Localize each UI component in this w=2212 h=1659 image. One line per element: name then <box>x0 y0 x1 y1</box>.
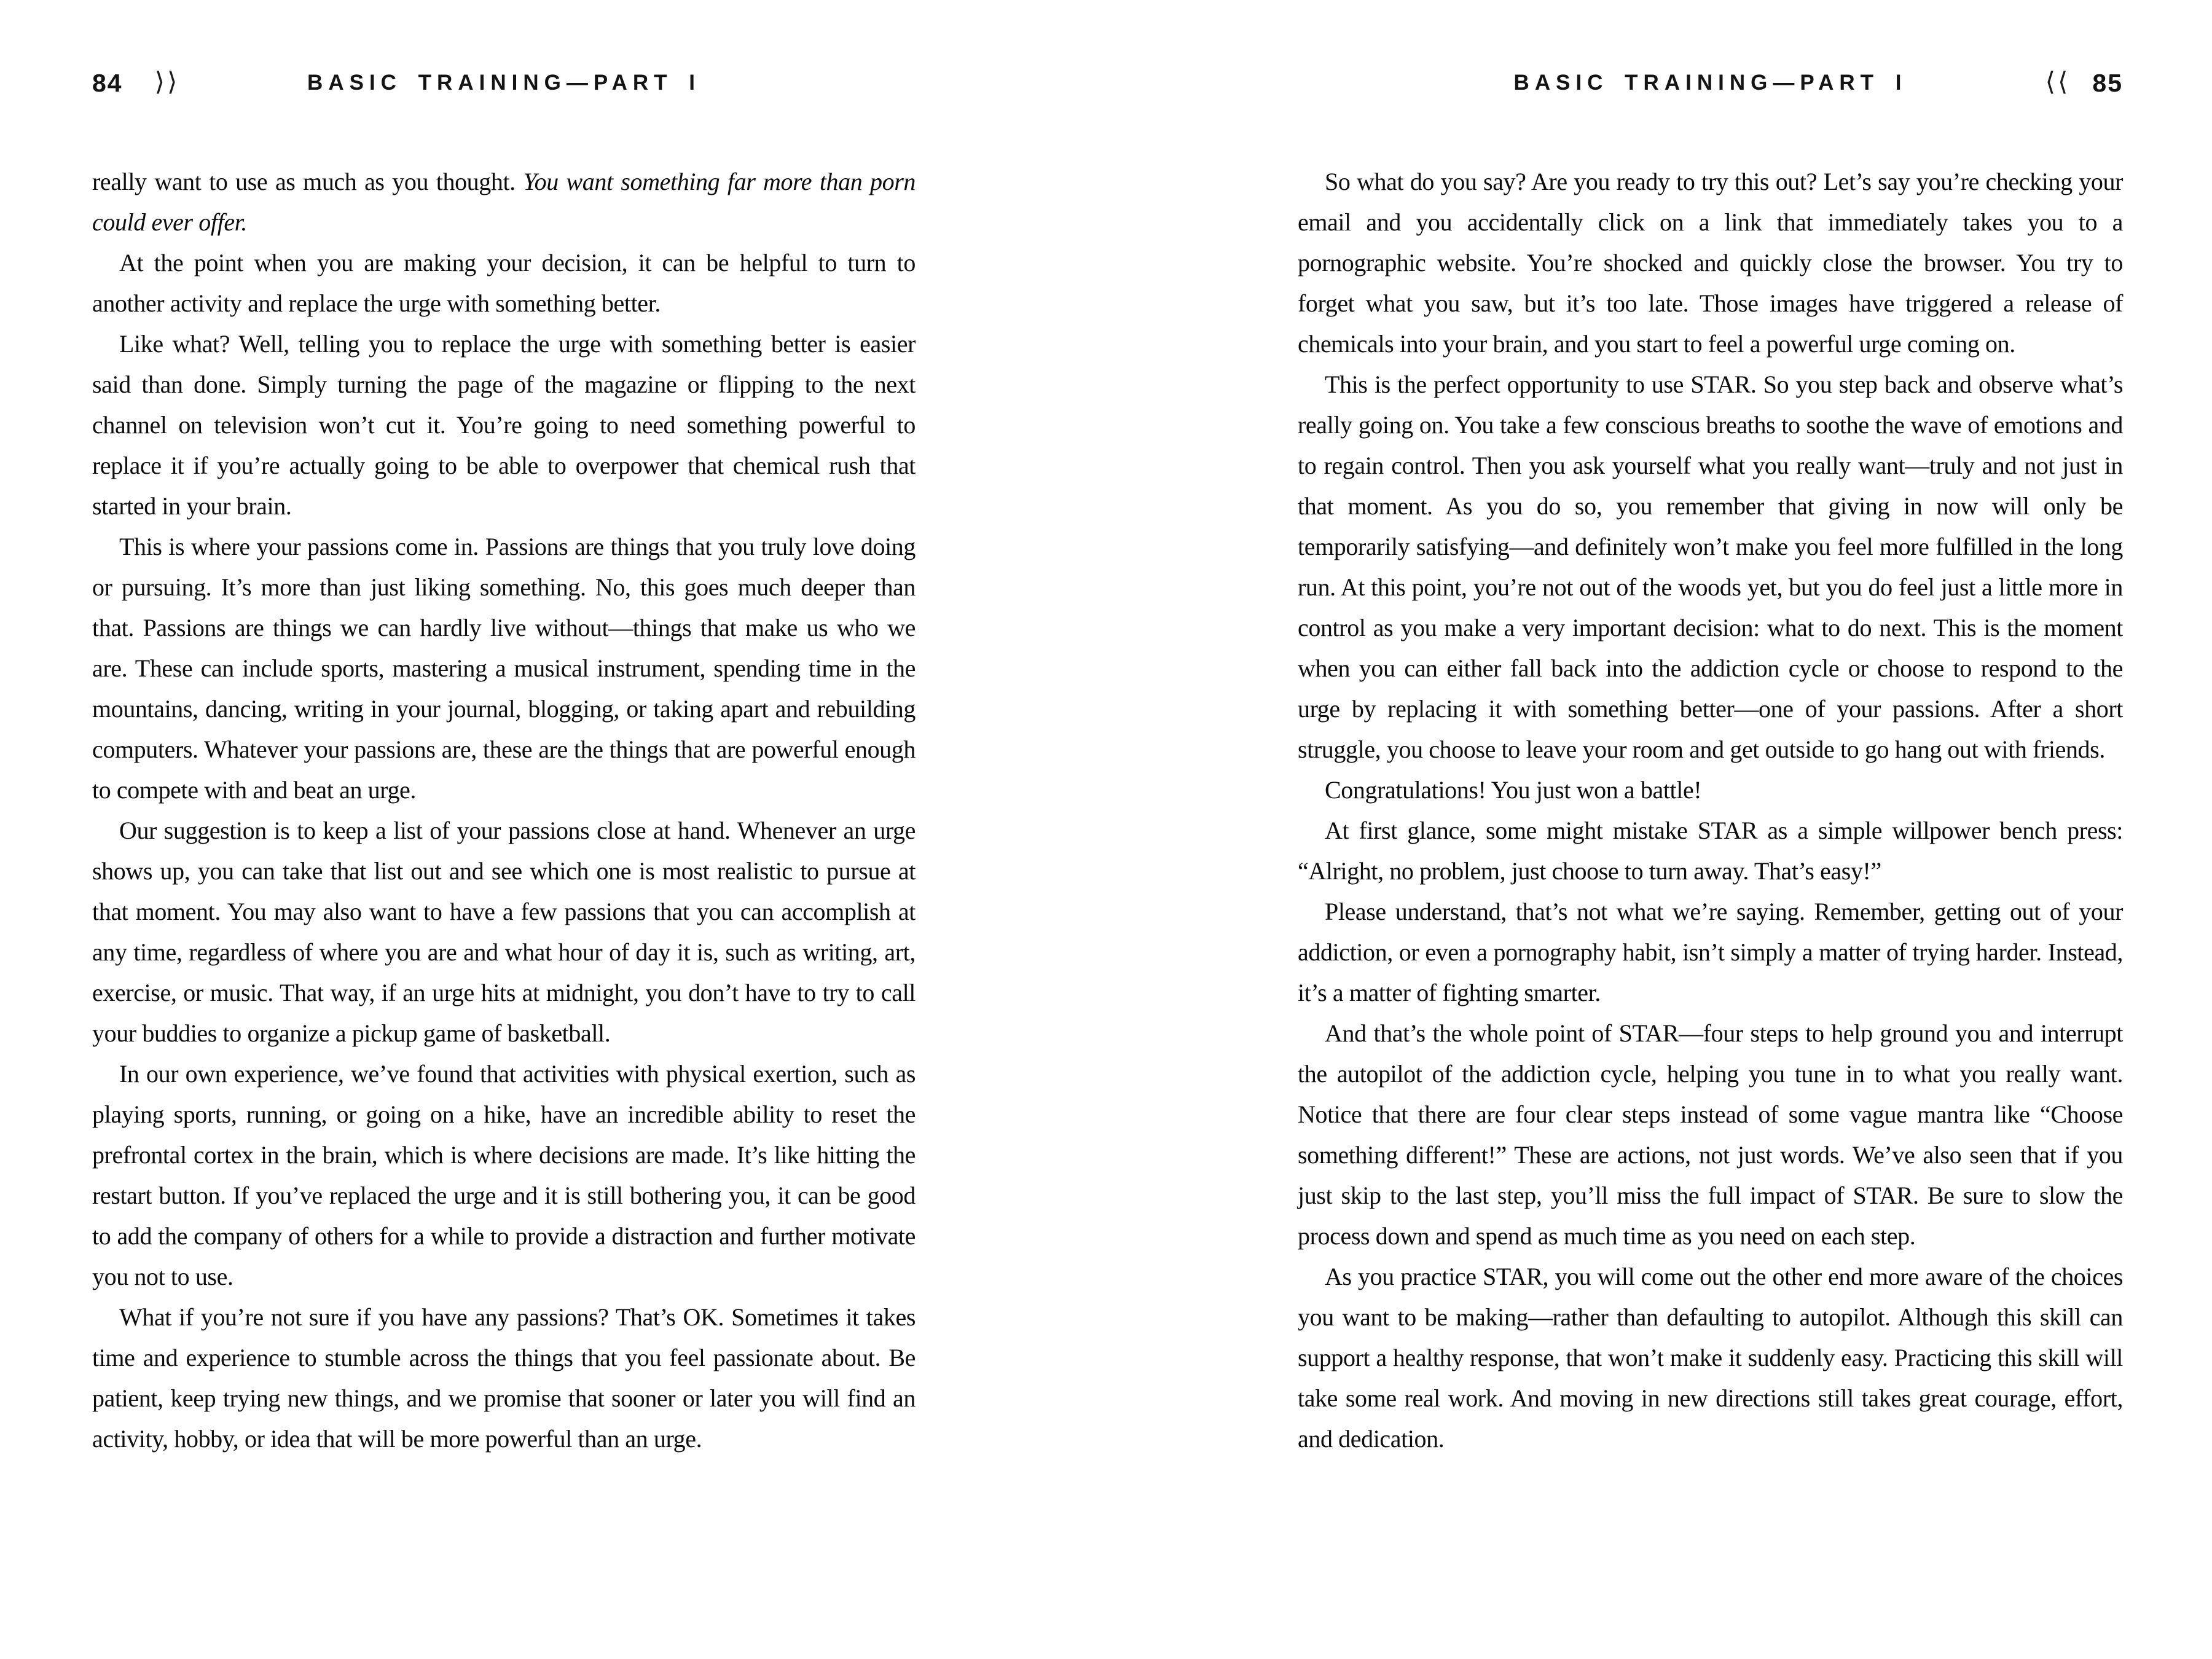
text-run: At first glance, some might mistake STAR as a simple willpower bench press: “Alright, no problem, just choose to turn away. That’s easy!” <box>1298 817 2123 885</box>
body-paragraph <box>1298 810 2123 892</box>
italic-text-run: You want something far more than porn could ever offer. <box>92 168 916 236</box>
text-run: This is where your passions come in. Passions are things that you truly love doing or pursuing. It’s more than just liking something. No, this goes much deeper than that. Passions are things we can hardly live without—things that make us who we are. These can include sports, mastering a musical instrument, spending time in the mountains, dancing, writing in your journal, blogging, or taking apart and rebuilding computers. Whatever your passions are, these are the things that are powerful enough to compete with and beat an urge. <box>92 533 916 804</box>
right-page-body <box>1298 162 2123 1459</box>
page-number-left: 84 <box>92 68 123 97</box>
page-number-right: 85 <box>2092 68 2123 97</box>
body-paragraph <box>92 527 916 810</box>
text-run: Congratulations! You just won a battle! <box>1325 776 1702 804</box>
text-run: So what do you say? Are you ready to try this out? Let’s say you’re checking your email and you accidentally click on a link that immediately takes you to a pornographic website. You’re shocked and quickly close the browser. You try to forget what you saw, but it’s too late. Those images have triggered a release of chemicals into your brain, and you start to feel a powerful urge coming on. <box>1298 168 2123 358</box>
body-paragraph <box>92 324 916 527</box>
text-run: Our suggestion is to keep a list of your passions close at hand. Whenever an urge shows up, you can take that list out and see which one is most realistic to pursue at that moment. You may also want to have a few passions that you can accomplish at any time, regardless of where you are and what hour of day it is, such as writing, art, exercise, or music. That way, if an urge hits at midnight, you don’t have to try to call your buddies to organize a pickup game of basketball. <box>92 817 916 1047</box>
text-run: At the point when you are making your decision, it can be helpful to turn to another activity and replace the urge with something better. <box>92 249 916 317</box>
double-left-chevron-icon: ⟨⟨ <box>2045 66 2071 96</box>
body-paragraph <box>92 1054 916 1297</box>
page-header-left <box>92 66 916 100</box>
body-paragraph <box>1298 364 2123 770</box>
double-right-chevron-icon: ⟩⟩ <box>154 66 180 96</box>
running-head-title: BASIC TRAINING—PART I <box>307 71 700 95</box>
body-paragraph <box>92 162 916 243</box>
text-run: What if you’re not sure if you have any passions? That’s OK. Sometimes it takes time and experience to stumble across the things that you feel passionate about. Be patient, keep trying new things, and we promise that sooner or later you will find an activity, hobby, or idea that will be more powerful than an urge. <box>92 1303 916 1453</box>
body-paragraph <box>92 810 916 1054</box>
text-run: As you practice STAR, you will come out the other end more aware of the choices you want to be making—rather than defaulting to autopilot. Although this skill can support a healthy response, that won’t make it suddenly easy. Practicing this skill will take some real work. And moving in new directions still takes great courage, effort, and dedication. <box>1298 1263 2123 1453</box>
body-paragraph <box>1298 892 2123 1013</box>
body-paragraph <box>1298 1013 2123 1257</box>
text-run: And that’s the whole point of STAR—four steps to help ground you and interrupt the autopilot of the addiction cycle, helping you tune in to what you really want. Notice that there are four clear steps instead of some vague mantra like “Choose something different!” These are actions, not just words. We’ve also seen that if you just skip to the last step, you’ll miss the full impact of STAR. Be sure to slow the process down and spend as much time as you need on each step. <box>1298 1019 2123 1250</box>
text-run: really want to use as much as you thought. <box>92 168 524 195</box>
body-paragraph <box>1298 162 2123 364</box>
text-run: In our own experience, we’ve found that activities with physical exertion, such as playing sports, running, or going on a hike, have an incredible ability to reset the prefrontal cortex in the brain, which is where decisions are made. It’s like hitting the restart button. If you’ve replaced the urge and it is still bothering you, it can be good to add the company of others for a while to provide a distraction and further motivate you not to use. <box>92 1060 916 1290</box>
text-run: This is the perfect opportunity to use STAR. So you step back and observe what’s really going on. You take a few conscious breaths to soothe the wave of emotions and to regain control. Then you ask yourself what you really want—truly and not just in that moment. As you do so, you remember that giving in now will only be temporarily satisfying—and definitely won’t make you feel more fulfilled in the long run. At this point, you’re not out of the woods yet, but you do feel just a little more in control as you make a very important decision: what to do next. This is the moment when you can either fall back into the addiction cycle or choose to respond to the urge by replacing it with something better—one of your passions. After a short struggle, you choose to leave your room and get outside to go hang out with friends. <box>1298 371 2123 763</box>
body-paragraph <box>92 243 916 324</box>
page-header-right <box>1298 66 2123 100</box>
body-paragraph <box>1298 1257 2123 1459</box>
page-right <box>1106 0 2212 1659</box>
body-paragraph <box>1298 770 2123 810</box>
text-run: Please understand, that’s not what we’re saying. Remember, getting out of your addiction, or even a pornography habit, isn’t simply a matter of trying harder. Instead, it’s a matter of fighting smarter. <box>1298 898 2123 1006</box>
running-head-title: BASIC TRAINING—PART I <box>1513 71 1907 95</box>
text-run: Like what? Well, telling you to replace the urge with something better is easier said than done. Simply turning the page of the magazine or flipping to the next channel on television won’t cut it. You’re going to need something powerful to replace it if you’re actually going to be able to overpower that chemical rush that started in your brain. <box>92 330 916 520</box>
body-paragraph <box>92 1297 916 1459</box>
left-page-body <box>92 162 916 1459</box>
